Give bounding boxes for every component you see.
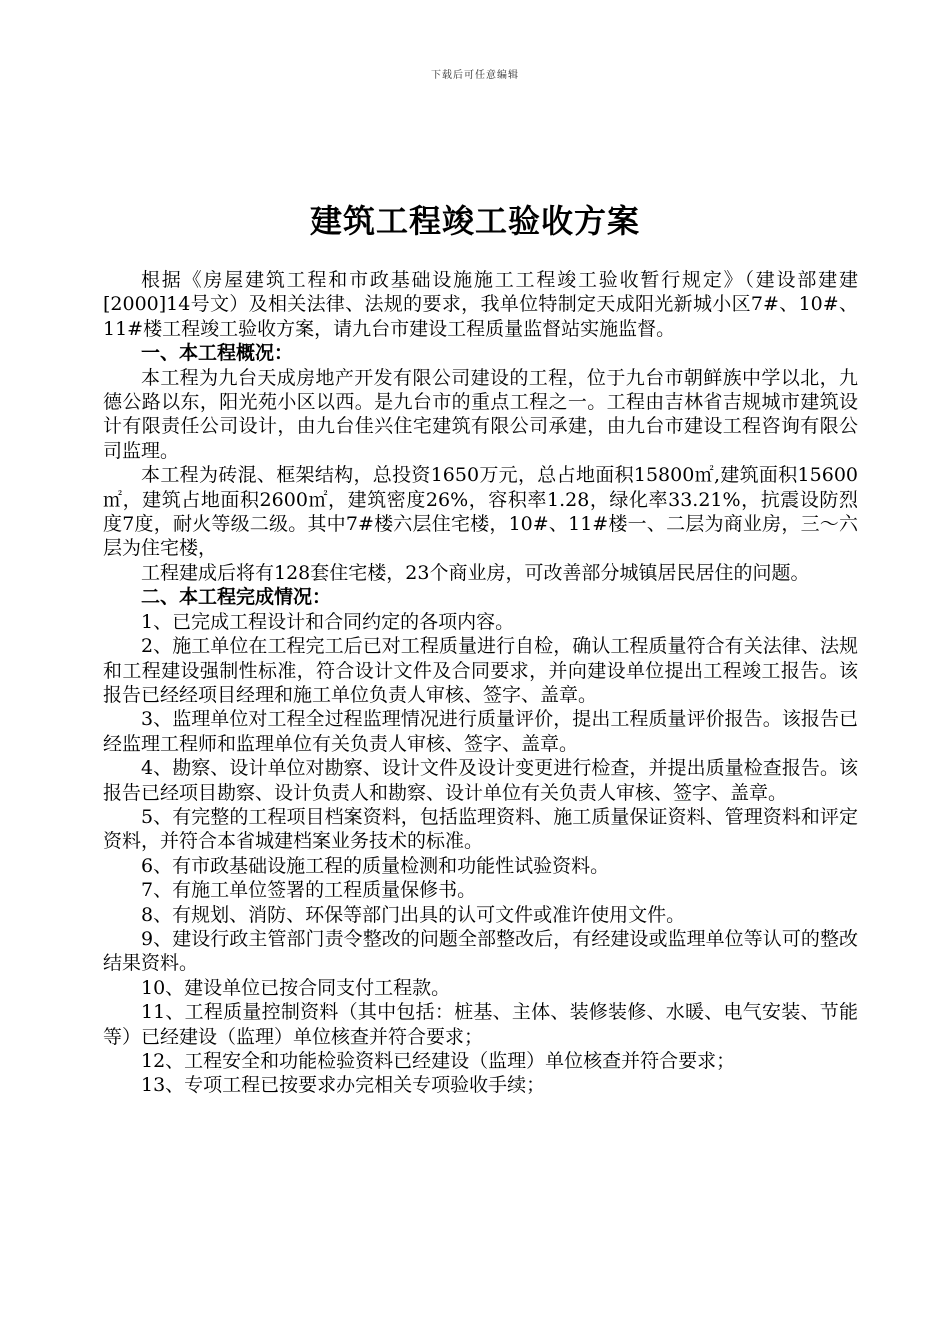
list-item-2: 2、施工单位在工程完工后已对工程质量进行自检，确认工程质量符合有关法律、法规和工程建设强制性标准，符合设计文件及合同要求，并向建设单位提出工程竣工报告。该报告已经经项目经理和施工单位负责人审核、签字、盖章。 <box>103 635 858 706</box>
list-item-9: 9、建设行政主管部门责令整改的问题全部整改后，有经建设或监理单位等认可的整改结果资料。 <box>103 927 858 975</box>
list-item-3: 3、监理单位对工程全过程监理情况进行质量评价，提出工程质量评价报告。该报告已经监理工程师和监理单位有关负责人审核、签字、盖章。 <box>103 708 858 755</box>
paragraph-intro: 根据《房屋建筑工程和市政基础设施施工工程竣工验收暂行规定》（建设部建建[2000]14号文）及相关法律、法规的要求，我单位特制定天成阳光新城小区7#、10#、11#楼工程竣工验收方案，请九台市建设工程质量监督站实施监督。 <box>103 269 858 340</box>
document-body <box>103 268 858 1098</box>
list-item-5: 5、有完整的工程项目档案资料，包括监理资料、施工质量保证资料、管理资料和评定资料，并符合本省城建档案业务技术的标准。 <box>103 805 858 853</box>
list-item-11: 11、工程质量控制资料（其中包括：桩基、主体、装修装修、水暖、电气安装、节能等）已经建设（监理）单位核查并符合要求； <box>103 1001 858 1048</box>
header-note: 下载后可任意编辑 <box>431 70 519 81</box>
list-item-6: 6、有市政基础设施工程的质量检测和功能性试验资料。 <box>141 854 610 877</box>
list-item-10: 10、建设单位已按合同支付工程款。 <box>141 976 451 999</box>
document-title: 建筑工程竣工验收方案 <box>309 202 640 240</box>
list-item-1: 1、已完成工程设计和合同约定的各项内容。 <box>141 610 515 633</box>
paragraph-overview-1: 本工程为九台天成房地产开发有限公司建设的工程，位于九台市朝鲜族中学以北，九德公路以东，阳光苑小区以西。是九台市的重点工程之一。工程由吉林省吉规城市建筑设计有限责任公司设计，由九台佳兴住宅建筑有限公司承建，由九台市建设工程咨询有限公司监理。 <box>103 366 858 462</box>
list-item-13: 13、专项工程已按要求办完相关专项验收手续； <box>141 1074 546 1097</box>
list-item-8: 8、有规划、消防、环保等部门出具的认可文件或准许使用文件。 <box>141 903 686 926</box>
list-item-7: 7、有施工单位签署的工程质量保修书。 <box>141 879 477 902</box>
paragraph-overview-2: 本工程为砖混、框架结构，总投资1650万元，总占地面积15800㎡,建筑面积15600㎡，建筑占地面积2600㎡，建筑密度26%，容积率1.28，绿化率33.21%，抗震设防烈度7度，耐火等级二级。其中7#楼六层住宅楼，10#、11#楼一、二层为商业房，三～六层为住宅楼， <box>103 464 858 560</box>
paragraph-overview-3: 工程建成后将有128套住宅楼，23个商业房，可改善部分城镇居民居住的问题。 <box>141 561 810 584</box>
section-heading-overview: 一、本工程概况： <box>141 342 294 365</box>
list-item-12: 12、工程安全和功能检验资料已经建设（监理）单位核查并符合要求； <box>141 1050 736 1072</box>
list-item-4: 4、勘察、设计单位对勘察、设计文件及设计变更进行检查，并提出质量检查报告。该报告已经项目勘察、设计负责人和勘察、设计单位有关负责人审核、签字、盖章。 <box>103 757 858 804</box>
section-heading-completion: 二、本工程完成情况： <box>141 586 332 609</box>
